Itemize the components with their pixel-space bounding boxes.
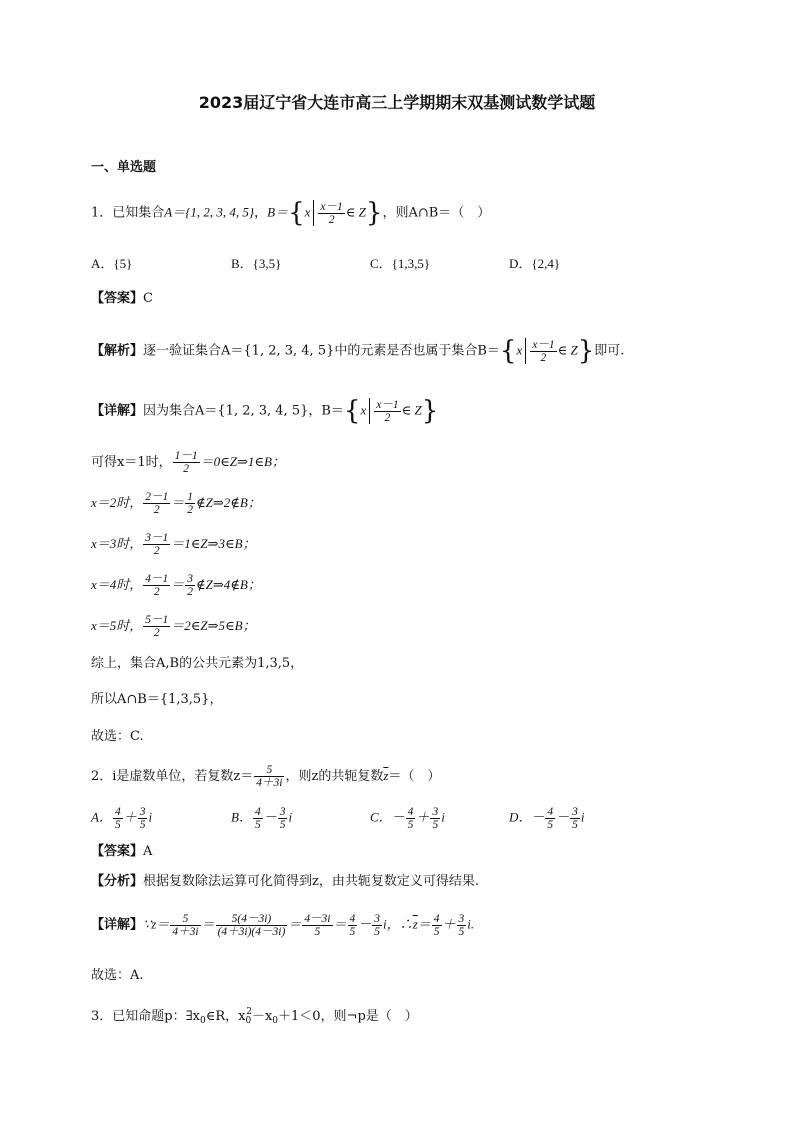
q2-choose: 故选：A. (91, 968, 144, 983)
q1-answer: 【答案】C (91, 291, 153, 306)
q1-in-z: ∈ Z (345, 204, 366, 220)
q1-stem-suffix: ，则A∩B＝（ ） (382, 205, 491, 221)
q1-option-d: D．{2,4} (509, 256, 561, 271)
q1-option-b: B．{3,5} (231, 256, 282, 271)
q1-stem: 1．已知集合A＝{1, 2, 3, 4, 5}，B＝{x $\frac{x-1}{2}$ ∈ Z}，则A∩B＝（ ） (91, 198, 491, 228)
section-heading: 一、单选题 (91, 160, 157, 175)
q2-analysis: 【分析】根据复数除法运算可化简得到z，由共轭复数定义可得结果. (91, 874, 479, 889)
brace-right-icon: } (365, 198, 383, 228)
q1-analysis: 【解析】逐一验证集合A＝{1, 2, 3, 4, 5}中的元素是否也属于集合B＝{x $\frac{x-1}{2}$ ∈ Z}即可. (91, 336, 625, 366)
q1-option-a: A．{5} (91, 256, 133, 271)
q2-answer: 【答案】A (91, 844, 153, 859)
q2-option-d: D．－ $\frac{4}{5}$ － $\frac{3}{5}$ i (509, 806, 585, 831)
q2-option-b: B． $\frac{4}{5}$ － $\frac{3}{5}$ i (231, 806, 293, 831)
q2-option-a: A． $\frac{4}{5}$ ＋ $\frac{3}{5}$ i (91, 806, 153, 831)
q1-choose: 故选：C. (91, 729, 144, 744)
q1-set-a: A＝{1, 2, 3, 4, 5} (164, 204, 255, 220)
q2-option-c: C．－ $\frac{4}{5}$ ＋ $\frac{3}{5}$ i (370, 806, 445, 831)
q1-step-1: 可得x＝1时， $\frac{1-1}{2}$ ＝0∈Z⇒1∈B； (91, 450, 285, 475)
q1-option-c: C．{1,3,5} (370, 256, 431, 271)
q1-set-b-var: x (304, 204, 311, 220)
q1-step-5: x＝5时， $\frac{5-1}{2}$ ＝2∈Z⇒5∈B； (91, 614, 256, 639)
q1-step-3: x＝3时， $\frac{3-1}{2}$ ＝1∈Z⇒3∈B； (91, 532, 256, 557)
q1-summary: 综上，集合A,B的公共元素为1,3,5， (91, 656, 304, 671)
q1-fraction: $\frac{x-1}{2}$ (320, 200, 343, 226)
brace-left-icon: { (288, 198, 305, 228)
set-builder-bar (313, 200, 314, 226)
q1-step-4: x＝4时， $\frac{4-1}{2}$ ＝ $\frac{3}{2}$ ∉Z⇒4∉B； (91, 573, 261, 598)
q1-set-b-label: B＝ (267, 204, 289, 220)
q3-stem: 3．已知命题p：$\exists x_0\in R$，$x_0^2-x_0+1<0$，则¬p是（ ） (91, 1007, 418, 1026)
q1-therefore: 所以A∩B＝{1,3,5}， (91, 692, 223, 707)
q1-step-2: x＝2时， $\frac{2-1}{2}$ ＝ $\frac{1}{2}$ ∉Z⇒2∉B； (91, 491, 261, 516)
q1-stem-prefix: 1．已知集合 (91, 205, 165, 221)
page-title: 2023届辽宁省大连市高三上学期期末双基测试数学试题 (198, 93, 596, 112)
q1-detail: 【详解】因为集合A＝{1, 2, 3, 4, 5}，B＝{x $\frac{x-1}{2}$ ∈ Z} (91, 396, 439, 426)
q2-detail: 【详解】∵z＝ $\frac{5}{4+3i}$ ＝ $\frac{5(4-3i)}{(4+3i)(4-3i)}$ ＝ $\frac{4-3i}{5}$ ＝ $\frac{4}{5}$ － $\frac{3}{5}$ i，$\therefore\overline{z}=$ $\frac{4}{5}$ ＋ $\frac{3}{5}$ i. (91, 913, 475, 938)
q2-stem: 2．i是虚数单位，若复数z＝ $\frac{5}{4+3i}$ ，则z的共轭复数$\overline{z}=$（ ） (91, 764, 441, 789)
